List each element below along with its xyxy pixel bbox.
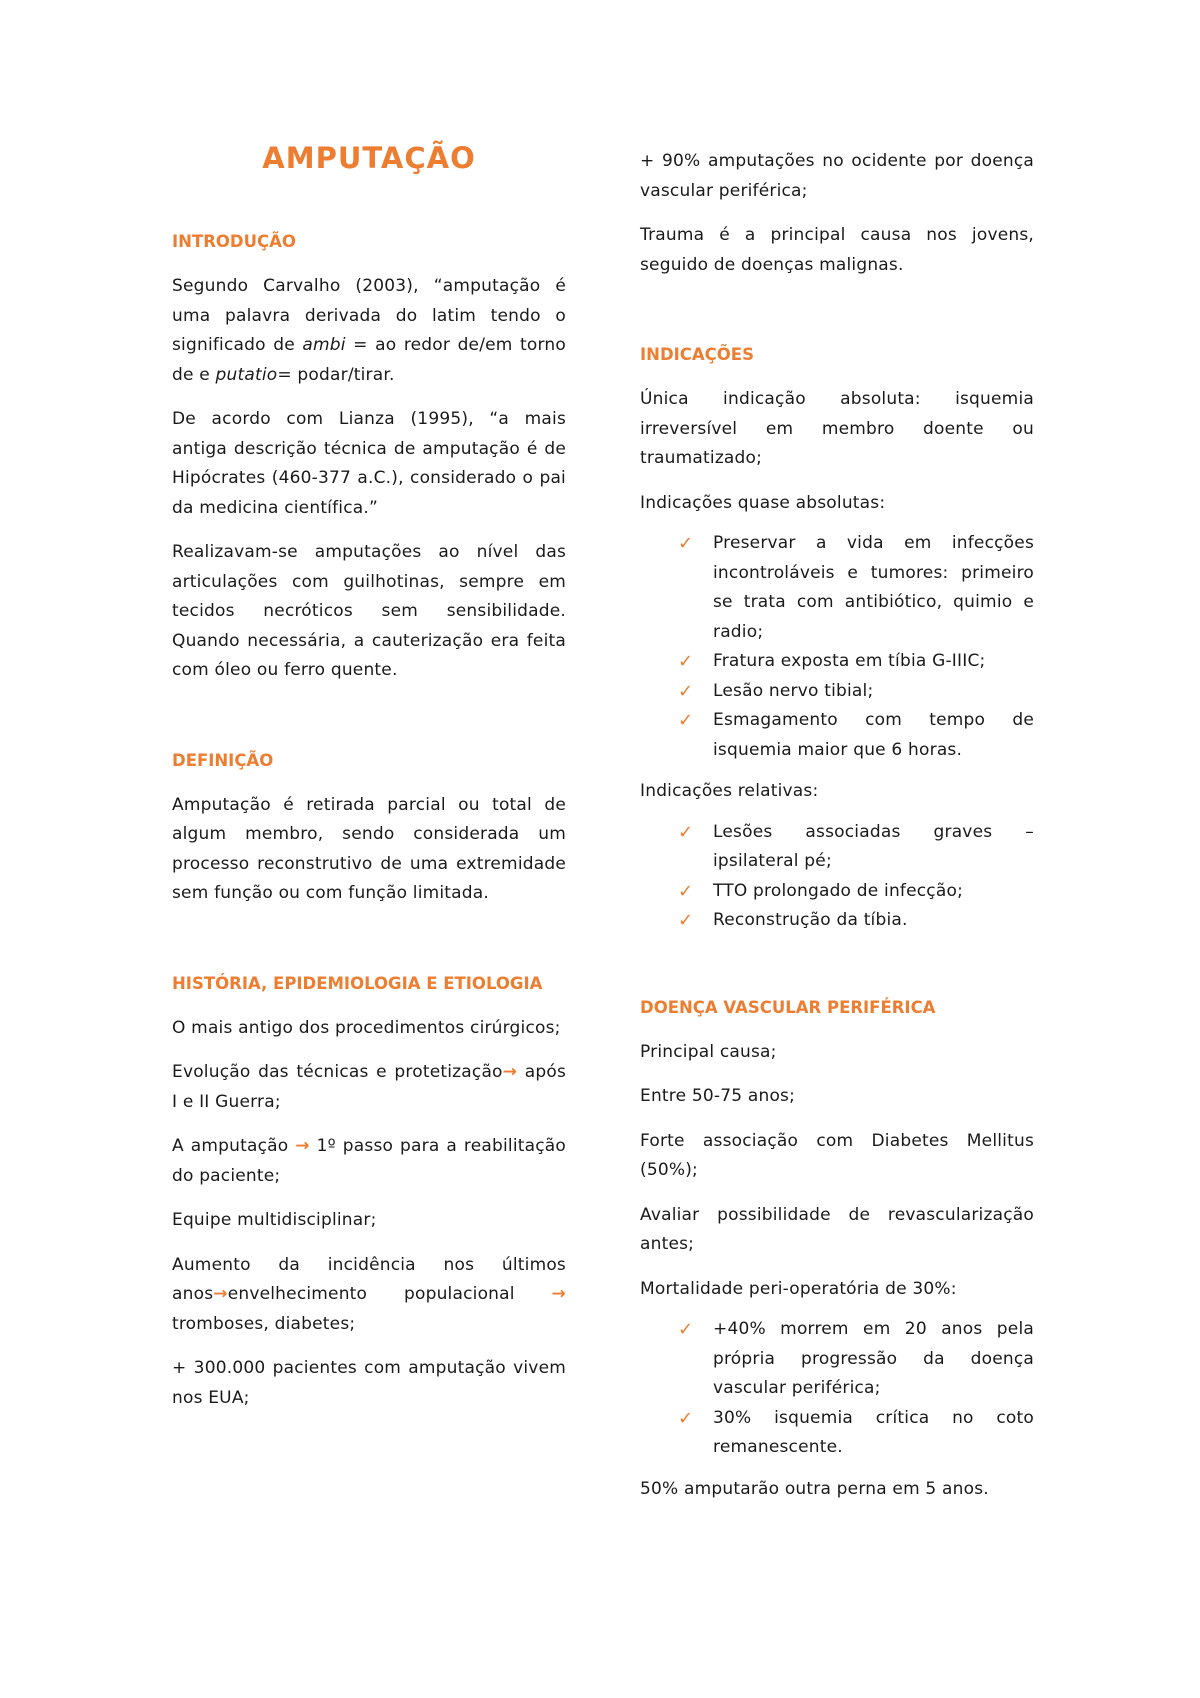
- check-icon: ✓: [678, 1407, 694, 1429]
- history-paragraph-5: Aumento da incidência nos últimos anos→envelhecimento populacional → tromboses, diabetes;: [172, 1254, 566, 1334]
- intro-paragraph-2: De acordo com Lianza (1995), “a mais antiga descrição técnica de amputação é de Hipócrates (460-377 a.C.), considerado o pai da medicina científica.”: [172, 409, 566, 518]
- arrow-right-icon: →: [502, 1062, 518, 1082]
- list-item: ✓ Fratura exposta em tíbia G-IIIC;: [640, 647, 1034, 677]
- history-paragraph-4: Equipe multidisciplinar;: [172, 1210, 377, 1230]
- intro-paragraph-3: Realizavam-se amputações ao nível das articulações com guilhotinas, sempre em tecidos necróticos sem sensibilidade. Quando necessária, a cauterização era feita com óleo ou ferro quente.: [172, 542, 566, 680]
- check-icon: ✓: [678, 680, 694, 702]
- list-item: ✓ Lesão nervo tibial;: [640, 677, 1034, 707]
- list-item: ✓ Lesões associadas graves – ipsilateral pé;: [640, 818, 1034, 877]
- section-heading-historia: HISTÓRIA, EPIDEMIOLOGIA E ETIOLOGIA: [172, 973, 543, 993]
- indications-paragraph-2: Indicações quase absolutas:: [640, 492, 886, 513]
- section-heading-definicao: DEFINIÇÃO: [172, 750, 274, 770]
- section-heading-indicacoes: INDICAÇÕES: [640, 345, 754, 364]
- dvp-paragraph-1: Principal causa;: [640, 1041, 777, 1062]
- intro-paragraph-1: Segundo Carvalho (2003), “amputação é uma palavra derivada do latim tendo o significado de ambi = ao redor de/em torno de e putatio= podar/tirar.: [172, 276, 566, 385]
- section-heading-introducao: INTRODUÇÃO: [172, 232, 296, 251]
- arrow-right-icon: →: [213, 1284, 228, 1304]
- list-item: ✓ Reconstrução da tíbia.: [640, 906, 1034, 936]
- arrow-right-icon: →: [295, 1136, 310, 1156]
- list-item: ✓ Esmagamento com tempo de isquemia maior que 6 horas.: [640, 706, 1034, 765]
- history-paragraph-3: A amputação → 1º passo para a reabilitação do paciente;: [172, 1136, 566, 1186]
- check-icon: ✓: [678, 821, 694, 843]
- check-icon: ✓: [678, 1319, 694, 1340]
- check-icon: ✓: [678, 710, 694, 731]
- indications-relativas-list: [640, 818, 1034, 936]
- list-item: ✓ 30% isquemia crítica no coto remanescente.: [640, 1404, 1034, 1463]
- list-item: ✓ +40% morrem em 20 anos pela própria progressão da doença vascular periférica;: [640, 1315, 1034, 1404]
- list-item: ✓ Preservar a vida em infecções incontroláveis e tumores: primeiro se trata com antibiótico, quimio e radio;: [640, 529, 1034, 647]
- section-heading-dvp: DOENÇA VASCULAR PERIFÉRICA: [640, 997, 936, 1017]
- indications-paragraph-1: Única indicação absoluta: isquemia irreversível em membro doente ou traumatizado;: [640, 389, 1034, 468]
- dvp-paragraph-2: Entre 50-75 anos;: [640, 1086, 796, 1106]
- dvp-mortality-list: [640, 1315, 1034, 1463]
- check-icon: ✓: [678, 910, 694, 931]
- check-icon: ✓: [678, 651, 694, 672]
- dvp-paragraph-6: 50% amputarão outra perna em 5 anos.: [640, 1478, 989, 1499]
- dvp-paragraph-4: Avaliar possibilidade de revascularização antes;: [640, 1204, 1034, 1254]
- indications-quase-absolutas-list: [640, 529, 1034, 765]
- indications-paragraph-3: Indicações relativas:: [640, 781, 819, 801]
- document-title: AMPUTAÇÃO: [262, 141, 476, 175]
- left-column: [172, 140, 566, 1428]
- history-paragraph-7: + 90% amputações no ocidente por doença vascular periférica;: [640, 151, 1034, 201]
- check-icon: ✓: [678, 880, 694, 902]
- arrow-right-icon: →: [551, 1284, 566, 1304]
- definition-paragraph: Amputação é retirada parcial ou total de algum membro, sendo considerada um processo reconstrutivo de uma extremidade sem função ou com função limitada.: [172, 794, 566, 903]
- history-paragraph-6: + 300.000 pacientes com amputação vivem nos EUA;: [172, 1358, 566, 1408]
- history-paragraph-2: Evolução das técnicas e protetização→ após I e II Guerra;: [172, 1062, 567, 1112]
- history-paragraph-8: Trauma é a principal causa nos jovens, seguido de doenças malignas.: [640, 225, 1034, 275]
- list-item: ✓ TTO prolongado de infecção;: [640, 877, 1034, 907]
- dvp-paragraph-5: Mortalidade peri-operatória de 30%:: [640, 1278, 957, 1299]
- right-column: [640, 147, 1034, 1519]
- dvp-paragraph-3: Forte associação com Diabetes Mellitus (50%);: [640, 1130, 1034, 1180]
- history-paragraph-1: O mais antigo dos procedimentos cirúrgicos;: [172, 1017, 561, 1038]
- check-icon: ✓: [678, 533, 694, 554]
